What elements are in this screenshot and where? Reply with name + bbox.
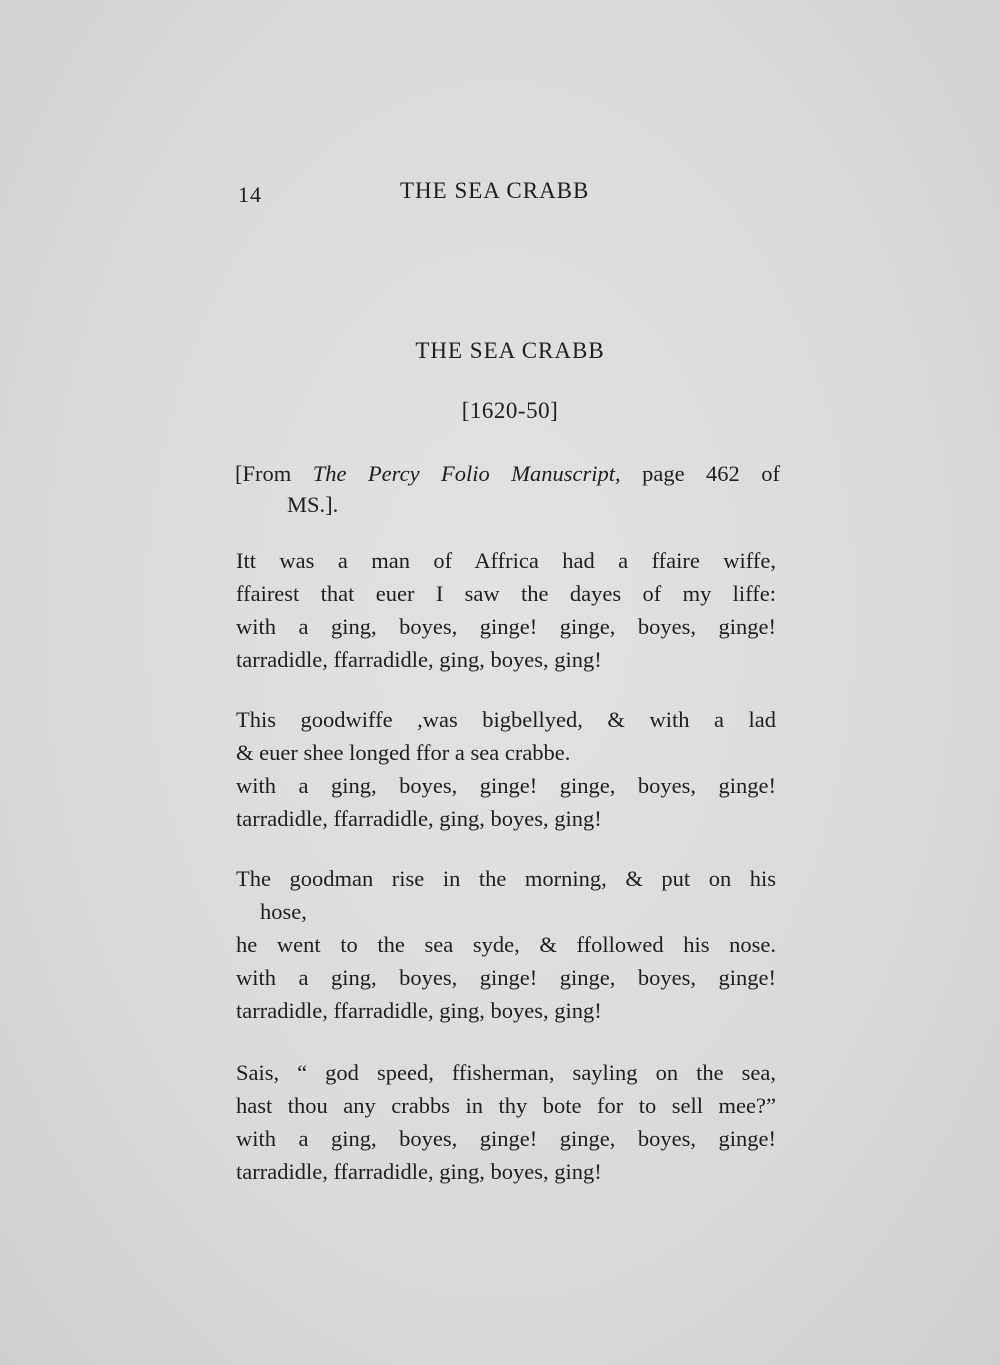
verse-line: Itt was a man of Affrica had a ffaire wiffe, (236, 548, 776, 573)
source-line-2: MS.]. (287, 492, 339, 517)
source-note (235, 458, 780, 520)
verse-line: with a ging, boyes, ginge! ginge, boyes, ginge! (236, 1126, 776, 1151)
stanza-1 (236, 544, 776, 676)
verse-line: hast thou any crabbs in thy bote for to sell mee?” (236, 1093, 776, 1118)
verse-line: This goodwiffe ,was bigbellyed, & with a lad (236, 707, 776, 732)
verse-line: The goodman rise in the morning, & put on his (236, 866, 776, 891)
running-head (238, 178, 778, 212)
poem-title: THE SEA CRABB (415, 338, 605, 363)
source-work: The Percy Folio Manuscript, (312, 461, 621, 486)
source-prefix: [From (235, 461, 313, 486)
stanza-3 (236, 862, 776, 1027)
verse-line: tarradidle, ffarradidle, ging, boyes, ging! (236, 647, 602, 672)
verse-line: tarradidle, ffarradidle, ging, boyes, ging! (236, 998, 602, 1023)
source-suffix: page 462 of (620, 461, 780, 486)
verse-line: & euer shee longed ffor a sea crabbe. (236, 740, 571, 765)
verse-line: with a ging, boyes, ginge! ginge, boyes, ginge! (236, 965, 776, 990)
poem-date: [1620-50] (461, 398, 559, 423)
stanza-2 (236, 703, 776, 835)
running-title: THE SEA CRABB (400, 178, 590, 203)
verse-line: hose, (260, 899, 307, 924)
page-number: 14 (238, 182, 262, 207)
verse-line: with a ging, boyes, ginge! ginge, boyes, ginge! (236, 773, 776, 798)
verse-line: tarradidle, ffarradidle, ging, boyes, ging! (236, 1159, 602, 1184)
verse-line: tarradidle, ffarradidle, ging, boyes, ging! (236, 806, 602, 831)
verse-line: ffairest that euer I saw the dayes of my liffe: (236, 581, 776, 606)
stanza-4 (236, 1056, 776, 1188)
verse-line: with a ging, boyes, ginge! ginge, boyes, ginge! (236, 614, 776, 639)
verse-line: Sais, “ god speed, ffisherman, sayling on the sea, (236, 1060, 776, 1085)
verse-line: he went to the sea syde, & ffollowed his nose. (236, 932, 776, 957)
